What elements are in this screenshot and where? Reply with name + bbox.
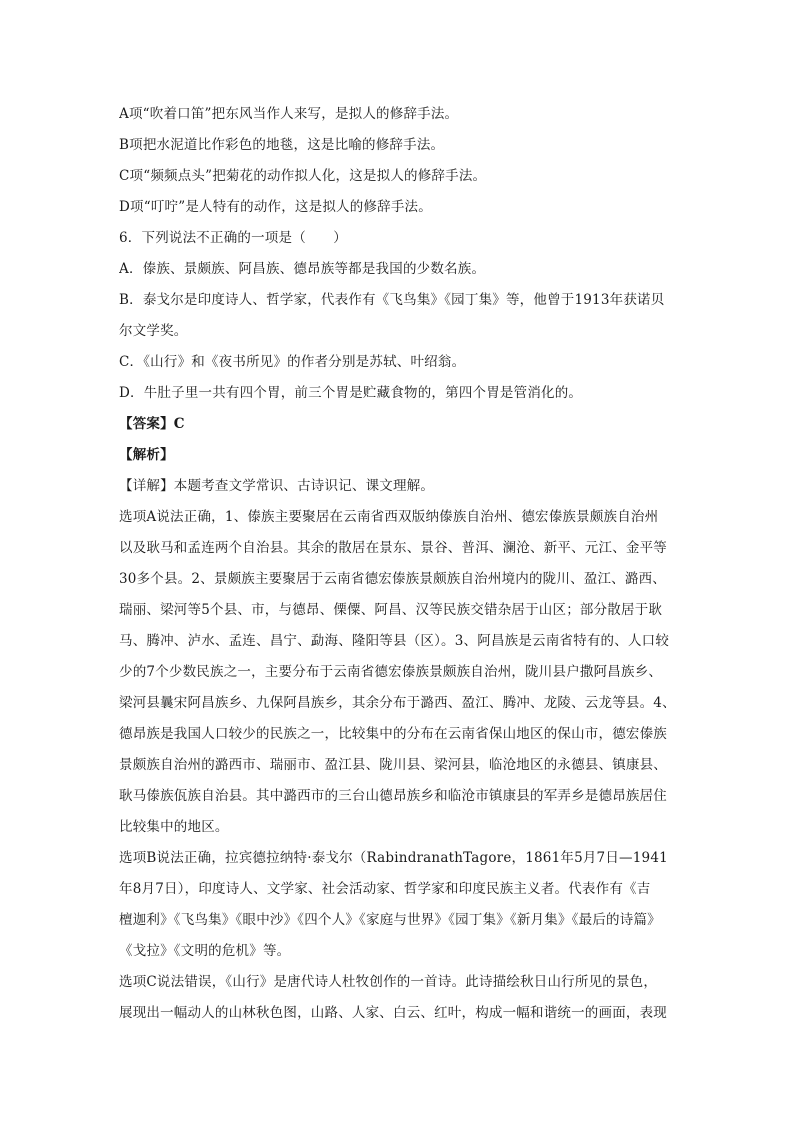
explanation-a-line-7: 梁河县曩宋阿昌族乡、九保阿昌族乡，其余分布于潞西、盈江、腾冲、龙陵、云龙等县。4、 <box>119 695 676 711</box>
explanation-b-line-3: 檀迦利》《飞鸟集》《眼中沙》《四个人》《家庭与世界》《园丁集》《新月集》《最后的诗篇》 <box>119 912 661 928</box>
explanation-a-line-5: 马、腾冲、泸水、孟连、昌宁、勐海、隆阳等县（区）。3、阿昌族是云南省特有的、人口较 <box>119 633 670 649</box>
explanation-c-line-2: 展现出一幅动人的山林秋色图，山路、人家、白云、红叶，构成一幅和谐统一的画面，表现 <box>119 1005 667 1021</box>
question-6-option-a: A．傣族、景颇族、阿昌族、德昂族等都是我国的少数名族。 <box>119 261 486 277</box>
explanation-a-line-6: 少的7个少数民族之一，主要分布于云南省德宏傣族景颇族自治州，陇川县户撒阿昌族乡、 <box>119 664 663 680</box>
explanation-a-line-8: 德昂族是我国人口较少的民族之一，比较集中的分布在云南省保山地区的保山市，德宏傣族 <box>119 726 667 742</box>
detail-intro: 【详解】本题考查文学常识、古诗识记、课文理解。 <box>119 478 435 494</box>
explanation-c-line-1: 选项C说法错误，《山行》是唐代诗人杜牧创作的一首诗。此诗描绘秋日山行所见的景色， <box>119 974 658 990</box>
option-d-analysis: D项“叮咛”是人特有的动作，这是拟人的修辞手法。 <box>119 199 432 215</box>
question-6: 6．下列说法不正确的一项是（ ） <box>119 230 347 246</box>
analysis-label: 【解析】 <box>119 447 174 463</box>
explanation-a-line-2: 以及耿马和孟连两个自治县。其余的散居在景东、景谷、普洱、澜沧、新平、元江、金平等 <box>119 540 667 556</box>
explanation-a-line-10: 耿马傣族佤族自治县。其中潞西市的三台山德昂族乡和临沧市镇康县的军弄乡是德昂族居住 <box>119 788 667 804</box>
question-6-option-c: C．《山行》和《夜书所见》的作者分别是苏轼、叶绍翁。 <box>119 354 466 370</box>
explanation-b-line-2: 年8月7日），印度诗人、文学家、社会活动家、哲学家和印度民族主义者。代表作有《吉 <box>119 881 651 897</box>
document-body <box>119 99 679 1029</box>
question-6-option-b-cont: 尔文学奖。 <box>119 323 188 339</box>
explanation-a-line-9: 景颇族自治州的潞西市、瑞丽市、盈江县、陇川县、梁河县，临沧地区的永德县、镇康县、 <box>119 757 667 773</box>
question-6-option-d: D．牛肚子里一共有四个胃，前三个胃是贮藏食物的，第四个胃是管消化的。 <box>119 385 583 401</box>
explanation-b-line-1: 选项B说法正确，拉宾德拉纳特·泰戈尔（RabindranathTagore，1861年5月7日—1941 <box>119 850 668 866</box>
explanation-b-line-4: 《戈拉》《文明的危机》等。 <box>119 943 291 959</box>
explanation-a-line-11: 比较集中的地区。 <box>119 819 229 835</box>
explanation-a-line-1: 选项A说法正确，1、傣族主要聚居在云南省西双版纳傣族自治州、德宏傣族景颇族自治州 <box>119 509 659 525</box>
option-c-analysis: C项“频频点头”把菊花的动作拟人化，这是拟人的修辞手法。 <box>119 168 487 184</box>
option-b-analysis: B项把水泥道比作彩色的地毯，这是比喻的修辞手法。 <box>119 137 445 153</box>
answer-label: 【答案】C <box>119 416 185 432</box>
question-6-option-b: B．泰戈尔是印度诗人、哲学家，代表作有《飞鸟集》《园丁集》等，他曾于1913年获诺贝 <box>119 292 665 308</box>
explanation-a-line-3: 30多个县。2、景颇族主要聚居于云南省德宏傣族景颇族自治州境内的陇川、盈江、潞西、 <box>119 571 666 587</box>
option-a-analysis: A项“吹着口笛”把东风当作人来写，是拟人的修辞手法。 <box>119 106 459 122</box>
explanation-a-line-4: 瑞丽、梁河等5个县、市，与德昂、傈僳、阿昌、汉等民族交错杂居于山区；部分散居于耿 <box>119 602 663 618</box>
